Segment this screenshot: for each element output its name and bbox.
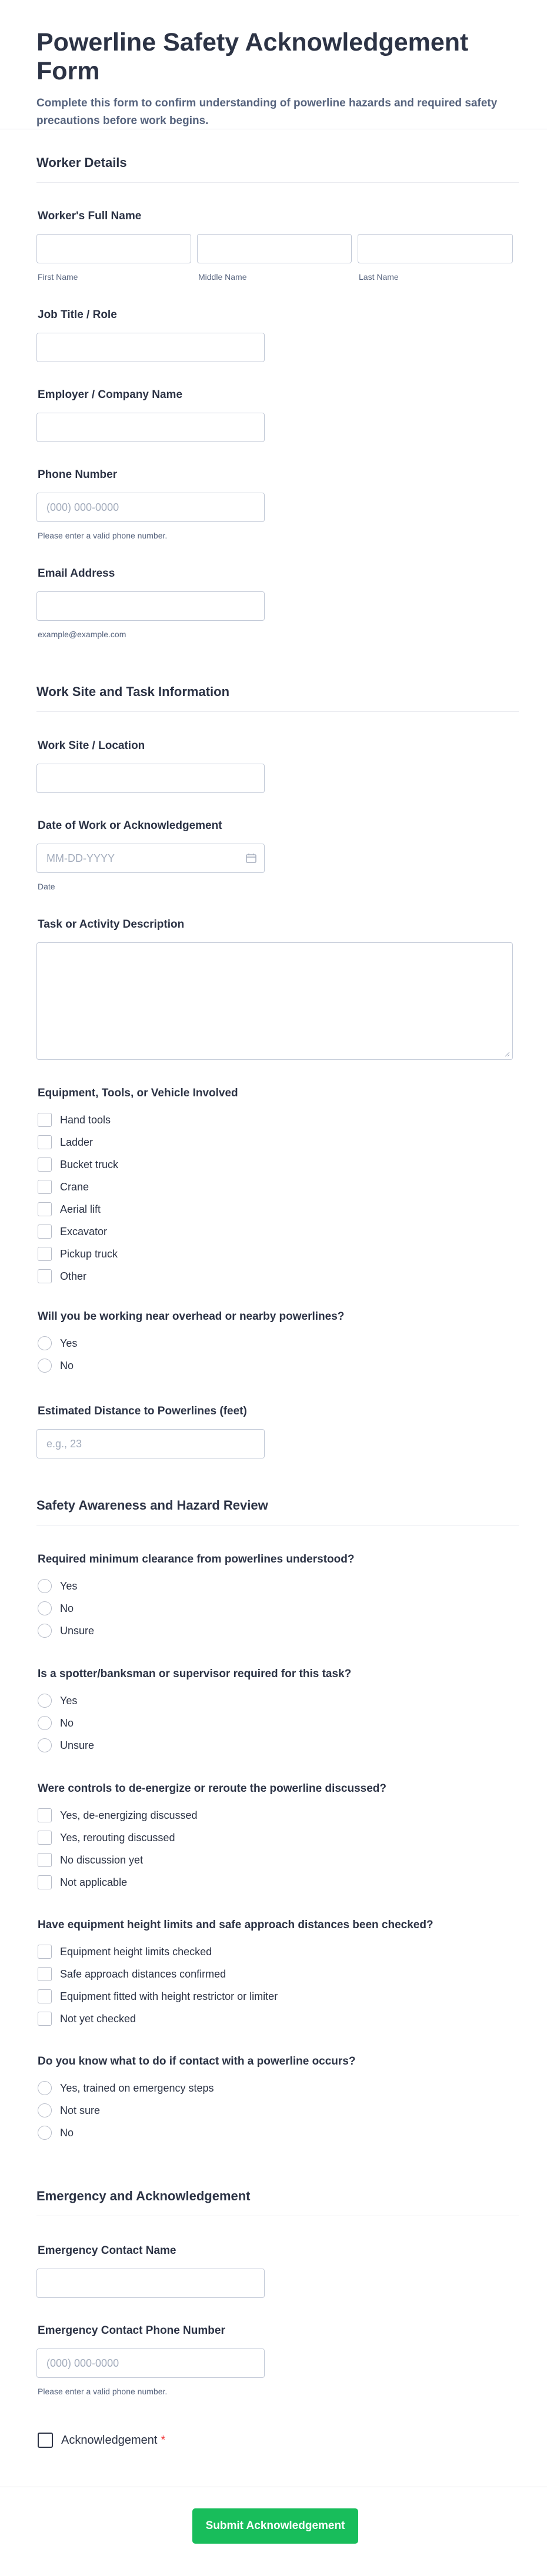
height-option[interactable]: Safe approach distances confirmed [38, 1966, 226, 1982]
emergency-name-label: Emergency Contact Name [38, 2244, 176, 2257]
employer-input[interactable] [36, 413, 265, 442]
emergency-name-input[interactable] [36, 2269, 265, 2298]
location-label: Work Site / Location [38, 740, 145, 752]
equipment-option[interactable]: Aerial lift [38, 1202, 101, 1217]
checkbox[interactable] [38, 1831, 52, 1845]
checkbox[interactable] [38, 1180, 52, 1194]
controls-label: Were controls to de-energize or reroute the powerline discussed? [38, 1782, 386, 1795]
calendar-icon[interactable] [245, 852, 257, 864]
overhead-option[interactable]: Yes [38, 1336, 77, 1351]
form-header [0, 0, 547, 129]
job-title-input[interactable] [36, 333, 265, 362]
clearance-option[interactable]: Unsure [38, 1623, 94, 1638]
section-heading-emergency: Emergency and Acknowledgement [36, 2189, 519, 2216]
radio-button[interactable] [38, 1738, 52, 1752]
phone-label: Phone Number [38, 469, 118, 481]
radio-button[interactable] [38, 2081, 52, 2095]
overhead-label: Will you be working near overhead or nearby powerlines? [38, 1310, 345, 1323]
equipment-label: Equipment, Tools, or Vehicle Involved [38, 1087, 238, 1099]
checkbox[interactable] [38, 1202, 52, 1216]
checkbox[interactable] [38, 1157, 52, 1172]
acknowledgement-label: Acknowledgement [61, 2433, 158, 2447]
spotter-option[interactable]: No [38, 1715, 74, 1731]
controls-option[interactable]: No discussion yet [38, 1852, 143, 1868]
height-option[interactable]: Equipment height limits checked [38, 1944, 212, 1959]
radio-button[interactable] [38, 1579, 52, 1593]
checkbox[interactable] [38, 1225, 52, 1239]
clearance-option[interactable]: No [38, 1601, 74, 1616]
controls-option[interactable]: Not applicable [38, 1875, 127, 1890]
controls-option[interactable]: Yes, rerouting discussed [38, 1830, 175, 1845]
acknowledgement-option[interactable] [38, 2433, 165, 2448]
checkbox[interactable] [38, 1989, 52, 2003]
spotter-option[interactable]: Yes [38, 1693, 77, 1708]
section-heading-worker-details: Worker Details [36, 155, 519, 183]
task-textarea[interactable] [36, 942, 513, 1060]
date-sublabel: Date [38, 882, 55, 891]
full-name-label: Worker's Full Name [38, 210, 142, 222]
checkbox[interactable] [38, 1875, 52, 1889]
last-name-sublabel: Last Name [359, 272, 399, 282]
distance-label: Estimated Distance to Powerlines (feet) [38, 1405, 247, 1417]
last-name-input[interactable] [358, 234, 513, 263]
task-label: Task or Activity Description [38, 918, 185, 931]
job-title-label: Job Title / Role [38, 309, 117, 321]
form-title: Powerline Safety Acknowledgement Form [36, 28, 469, 86]
contact-option[interactable]: Yes, trained on emergency steps [38, 2080, 214, 2096]
spotter-label: Is a spotter/banksman or supervisor required for this task? [38, 1668, 352, 1680]
contact-option[interactable]: No [38, 2125, 74, 2140]
spotter-option[interactable]: Unsure [38, 1738, 94, 1753]
radio-button[interactable] [38, 1336, 52, 1350]
first-name-sublabel: First Name [38, 272, 78, 282]
radio-button[interactable] [38, 1359, 52, 1373]
equipment-option[interactable]: Hand tools [38, 1112, 111, 1128]
distance-input[interactable] [36, 1429, 265, 1458]
email-input[interactable] [36, 591, 265, 621]
phone-input[interactable] [36, 493, 265, 522]
form-subtitle: Complete this form to confirm understanding of powerline hazards and required safety precautions before work begins. [36, 96, 498, 128]
checkbox[interactable] [38, 1808, 52, 1822]
equipment-option[interactable]: Crane [38, 1179, 89, 1195]
equipment-option[interactable]: Bucket truck [38, 1157, 118, 1172]
radio-button[interactable] [38, 1694, 52, 1708]
height-option[interactable]: Not yet checked [38, 2011, 136, 2026]
checkbox[interactable] [38, 1247, 52, 1261]
acknowledgement-checkbox[interactable] [38, 2433, 53, 2448]
phone-hint: Please enter a valid phone number. [38, 531, 168, 540]
height-option[interactable]: Equipment fitted with height restrictor or limiter [38, 1989, 278, 2004]
checkbox[interactable] [38, 1113, 52, 1127]
section-heading-work-site: Work Site and Task Information [36, 684, 519, 712]
email-hint: example@example.com [38, 630, 126, 639]
radio-button[interactable] [38, 1601, 52, 1615]
radio-button[interactable] [38, 1716, 52, 1730]
location-input[interactable] [36, 764, 265, 793]
resize-grip-icon[interactable] [504, 1051, 510, 1057]
submit-button[interactable]: Submit Acknowledgement [192, 2508, 358, 2544]
height-label: Have equipment height limits and safe approach distances been checked? [38, 1919, 433, 1931]
radio-button[interactable] [38, 1624, 52, 1638]
overhead-option[interactable]: No [38, 1358, 74, 1373]
section-heading-safety: Safety Awareness and Hazard Review [36, 1498, 519, 1525]
checkbox[interactable] [38, 1967, 52, 1981]
equipment-option[interactable]: Other [38, 1269, 86, 1284]
equipment-option[interactable]: Pickup truck [38, 1246, 118, 1262]
required-asterisk: * [161, 2433, 166, 2447]
radio-button[interactable] [38, 2103, 52, 2117]
middle-name-sublabel: Middle Name [198, 272, 247, 282]
checkbox[interactable] [38, 1945, 52, 1959]
equipment-option[interactable]: Excavator [38, 1224, 107, 1239]
contact-option[interactable]: Not sure [38, 2103, 100, 2118]
email-label: Email Address [38, 567, 115, 580]
first-name-input[interactable] [36, 234, 191, 263]
radio-button[interactable] [38, 2126, 52, 2140]
equipment-option[interactable]: Ladder [38, 1135, 93, 1150]
checkbox[interactable] [38, 1135, 52, 1149]
controls-option[interactable]: Yes, de-energizing discussed [38, 1808, 197, 1823]
emergency-phone-input[interactable] [36, 2348, 265, 2378]
clearance-label: Required minimum clearance from powerlines understood? [38, 1553, 355, 1565]
emergency-phone-label: Emergency Contact Phone Number [38, 2324, 225, 2337]
checkbox[interactable] [38, 2012, 52, 2026]
checkbox[interactable] [38, 1853, 52, 1867]
date-input[interactable] [36, 844, 265, 873]
employer-label: Employer / Company Name [38, 389, 183, 401]
checkbox[interactable] [38, 1269, 52, 1283]
date-label: Date of Work or Acknowledgement [38, 819, 222, 832]
clearance-option[interactable]: Yes [38, 1578, 77, 1594]
emergency-phone-hint: Please enter a valid phone number. [38, 2387, 168, 2396]
middle-name-input[interactable] [197, 234, 352, 263]
contact-label: Do you know what to do if contact with a powerline occurs? [38, 2055, 356, 2068]
